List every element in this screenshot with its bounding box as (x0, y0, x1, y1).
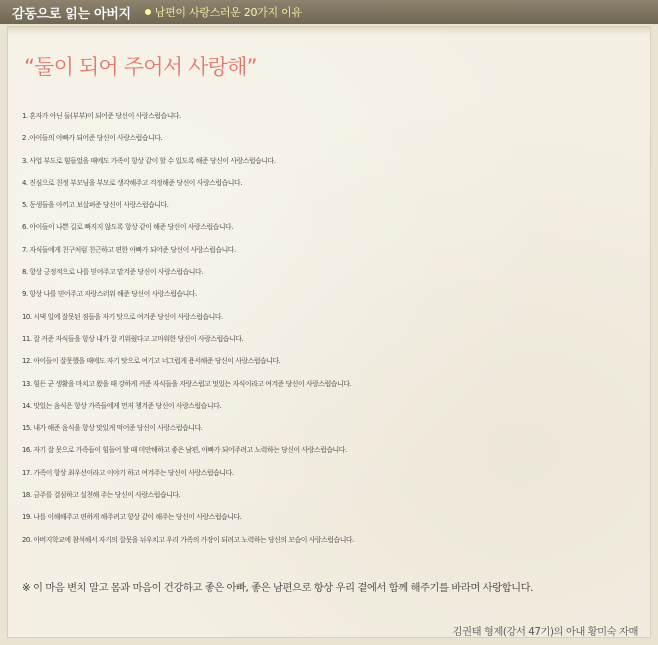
list-item: 18. 금주를 결심하고 실천해 주는 당신이 사랑스럽습니다. (22, 491, 181, 500)
list-item: 9. 항상 나를 믿어주고 자랑스러워 해준 당신이 사랑스럽습니다. (22, 290, 197, 299)
section-header (0, 0, 658, 24)
list-item: 3. 사업 부도로 힘들었을 때에도 가족이 항상 같이 할 수 있도록 해준 당신이 사랑스럽습니다. (22, 156, 276, 165)
list-item: 1. 혼자가 아닌 둘(부부)이 되어준 당신이 사랑스럽습니다. (22, 112, 181, 120)
list-item: 12. 아이들이 잘못했을 때에도 자기 탓으로 여기고 너그럽게 용서해준 당신이 사랑스럽습니다. (22, 357, 281, 366)
list-item: 6. 아이들이 나쁜 길로 빠지지 않도록 항상 같이 해준 당신이 사랑스럽습니다. (22, 223, 234, 232)
list-item: 14. 맛있는 음식은 항상 가족들에게 먼저 챙겨준 당신이 사랑스럽습니다. (22, 401, 222, 410)
letter-paper (7, 26, 651, 638)
reasons-list (22, 105, 644, 551)
signature: 김권태 형제(강서 47기)의 아내 황미숙 자매 (452, 626, 638, 639)
list-item: 10. 시댁 일에 잘못된 점들을 자기 탓으로 여겨준 당신이 사랑스럽습니다. (22, 312, 223, 321)
list-item: 20. 아버지학교에 참석해서 자기의 잘못을 뉘우치고 우리 가족의 가장이 되려고 노력하는 당신의 모습이 사랑스럽습니다. (22, 535, 354, 544)
closing-note: ※ 이 마음 변치 말고 몸과 마음이 건강하고 좋은 아빠, 좋은 남편으로 항상 우리 곁에서 함께 해주기를 바라며 사랑합니다. (22, 582, 533, 595)
quote-title: “둘이 되어 주어서 사랑해” (24, 55, 257, 79)
list-item: 5. 동생들을 아끼고 보살펴준 당신이 사랑스럽습니다. (22, 201, 169, 210)
list-item: 2 .아이들의 아빠가 되어준 당신이 사랑스럽습니다. (22, 134, 163, 143)
list-item: 17. 가족이 항상 최우선이라고 이야기 하고 여겨주는 당신이 사랑스럽습니다. (22, 468, 234, 477)
list-item: 7. 자식들에게 친구처럼 친근하고 편한 아빠가 되어준 당신이 사랑스럽습니다. (22, 245, 236, 254)
list-item: 8. 항상 긍정적으로 나를 믿어주고 맡겨준 당신이 사랑스럽습니다. (22, 268, 203, 277)
bullet-icon (145, 9, 151, 15)
section-subtitle-text: 남편이 사랑스러운 20가지 이유 (154, 6, 302, 19)
list-item: 13. 힘든 군 생활을 마치고 왔을 때 강하게 커준 자식들을 자랑스럽고 멋있는 자식이라고 여겨준 당신이 사랑스럽습니다. (22, 379, 352, 388)
section-subtitle (145, 4, 302, 20)
list-item: 16. 자기 잘 못으로 가족들이 힘들어 할 때 미안해하고 좋은 남편, 아빠가 되어주려고 노력하는 당신이 사랑스럽습니다. (22, 446, 347, 455)
list-item: 15. 내가 해준 음식을 항상 맛있게 먹어준 당신이 사랑스럽습니다. (22, 424, 203, 433)
paper-edge (8, 27, 650, 35)
list-item: 4. 진심으로 친정 부모님을 부모로 생각해주고 걱정해준 당신이 사랑스럽습니다. (22, 178, 242, 187)
list-item: 11. 잘 커준 자식들을 항상 내가 잘 키워줬다고 고마워한 당신이 사랑스럽습니다. (22, 334, 244, 343)
section-title: 감동으로 읽는 아버지 (12, 6, 131, 22)
list-item: 19. 나를 이해해주고 편하게 해주려고 항상 같이 해주는 당신이 사랑스럽습니다. (22, 513, 242, 522)
